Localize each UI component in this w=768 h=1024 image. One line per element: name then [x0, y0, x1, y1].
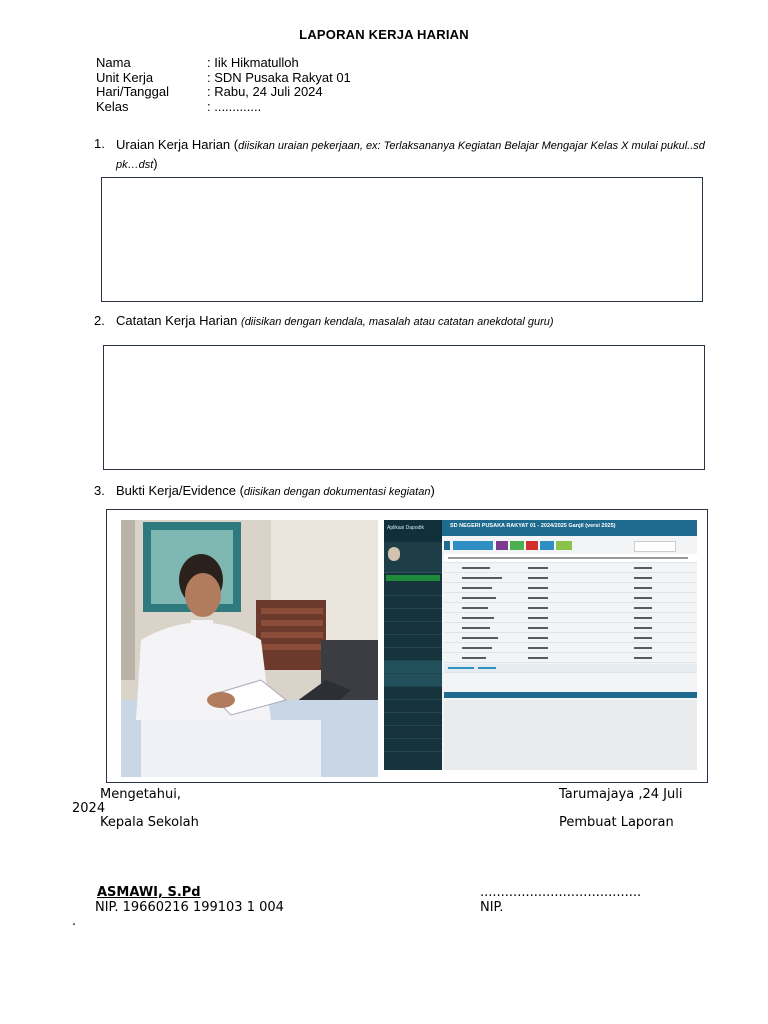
reporter-role: Pembuat Laporan: [559, 815, 674, 830]
sidebar-menu-item: [384, 739, 442, 752]
table-row: [444, 614, 697, 623]
table-row: [444, 644, 697, 653]
table-header-row: [444, 554, 697, 563]
info-label: Kelas: [96, 98, 129, 114]
section-3-heading-block: [116, 483, 716, 498]
table-row: [444, 624, 697, 633]
table-row: [444, 574, 697, 583]
principal-role: Kepala Sekolah: [100, 815, 199, 830]
info-row-date: [96, 85, 351, 100]
section-2-heading: Catatan Kerja Harian: [116, 313, 238, 328]
detail-panel-header: [444, 692, 697, 698]
place-date-year: 2024: [72, 801, 106, 816]
sidebar-menu-item: [384, 726, 442, 739]
info-value: : SDN Pusaka Rakyat 01: [207, 69, 351, 85]
sidebar-menu-item: [384, 635, 442, 648]
table-row: [444, 594, 697, 603]
app-header-title: SD NEGERI PUSAKA RAKYAT 01 - 2024/2025 Ganjil (versi 2025): [450, 523, 616, 529]
section-2-number: 2.: [94, 313, 105, 328]
section-2-heading-block: [116, 313, 716, 328]
paren-close: ): [153, 156, 158, 171]
sidebar-menu-item: [384, 713, 442, 726]
app-logo: [384, 520, 442, 542]
avatar: [388, 547, 400, 561]
info-value: : Iik Hikmatulloh: [207, 55, 299, 70]
app-name: Aplikasi Dapodik: [387, 525, 424, 531]
info-label: Hari/Tanggal: [96, 84, 169, 99]
evidence-box: [106, 509, 708, 783]
sidebar-menu-item: [384, 622, 442, 635]
sidebar-menu-item-active: [384, 661, 442, 674]
document-title: LAPORAN KERJA HARIAN: [299, 27, 469, 42]
paren-open: (: [239, 483, 244, 498]
info-row-name: [96, 56, 351, 71]
sidebar-menu-item: [384, 609, 442, 622]
table-row: [444, 654, 697, 663]
app-profile: [384, 542, 442, 573]
reporter-name-placeholder: .......................................: [480, 885, 642, 900]
place-date: Tarumajaya ,24 Juli: [559, 787, 683, 802]
section-1-heading-block: [116, 136, 716, 174]
teacher-photo-illustration: [121, 520, 378, 777]
trailing-dot: .: [72, 914, 77, 929]
info-row-class: [96, 100, 351, 115]
sidebar-menu-item: [384, 687, 442, 700]
detail-panel: [444, 700, 697, 770]
acknowledged-label: Mengetahui,: [100, 787, 181, 802]
paren-close: ): [430, 483, 435, 498]
sidebar-menu-item-active: [384, 674, 442, 687]
section-1-heading: Uraian Kerja Harian: [116, 137, 231, 152]
app-header: [442, 520, 697, 536]
table-row: [444, 634, 697, 643]
paren-open: (: [233, 137, 239, 152]
info-value: : Rabu, 24 Juli 2024: [207, 84, 323, 99]
info-value: : .............: [207, 98, 262, 114]
section-1-note: diisikan uraian pekerjaan, ex: Terlaksananya Kegiatan Belajar Mengajar Kelas X mulai pukul..sd pk…dst: [116, 140, 705, 171]
section-3-number: 3.: [94, 483, 105, 498]
principal-nip: NIP. 19660216 199103 1 004: [95, 900, 284, 915]
app-sidebar: [384, 520, 442, 770]
dapodik-app-screenshot: [384, 520, 697, 770]
info-row-unit: [96, 71, 351, 86]
section-3-heading: Bukti Kerja/Evidence: [116, 483, 236, 498]
table-row: [444, 584, 697, 593]
work-notes-box[interactable]: [103, 345, 705, 470]
table-pager: [444, 664, 697, 673]
table-row: [444, 604, 697, 613]
sidebar-menu-item: [384, 648, 442, 661]
table-row: [444, 564, 697, 573]
sidebar-menu-item: [384, 596, 442, 609]
section-2-note: (diisikan dengan kendala, masalah atau catatan anekdotal guru): [241, 316, 554, 328]
reporter-nip: NIP.: [480, 900, 504, 915]
sidebar-menu-item: [384, 700, 442, 713]
section-3-note: diisikan dengan dokumentasi kegiatan: [243, 486, 431, 498]
section-1-number: 1.: [94, 136, 105, 151]
principal-name: ASMAWI, S.Pd: [97, 885, 201, 900]
evidence-photo: [121, 520, 378, 777]
app-status-bar: [386, 575, 440, 581]
app-toolbar: [444, 541, 694, 551]
work-description-box[interactable]: [101, 177, 703, 302]
identity-block: [96, 56, 351, 114]
info-label: Nama: [96, 55, 131, 70]
sidebar-menu-item: [384, 583, 442, 596]
info-label: Unit Kerja: [96, 69, 154, 85]
